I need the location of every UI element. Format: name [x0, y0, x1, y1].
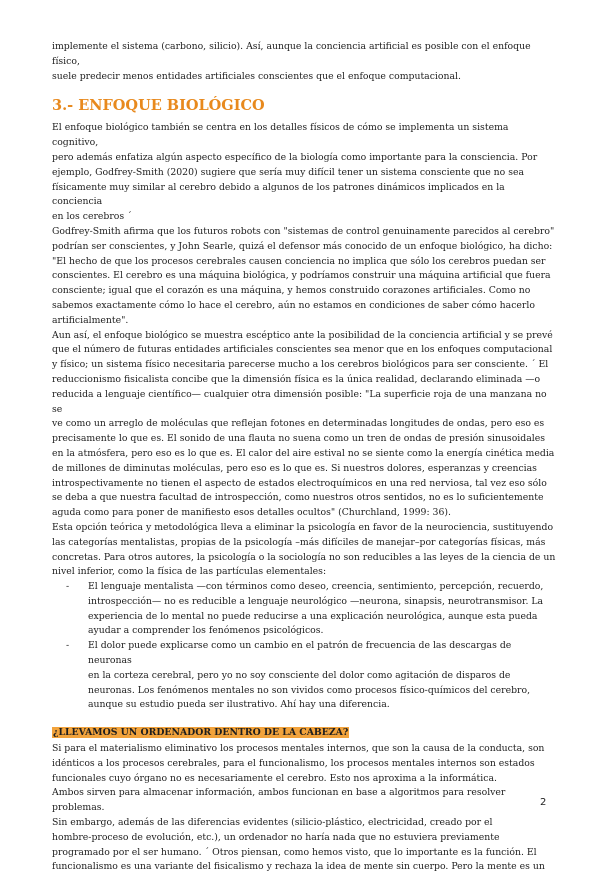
- subheading-highlight: ¿LLEVAMOS UN ORDENADOR DENTRO DE LA CABEZA?: [53, 727, 349, 739]
- text-line: en la atmósfera, pero eso es lo que es. El calor del aire estival no se siente como la energía cinética media: [52, 447, 555, 459]
- text-line: hombre-proceso de evolución, etc.), un ordenador no haría nada que no estuviera previamente: [52, 831, 500, 843]
- text-line: ayudar a comprender los fenómenos psicológicos.: [88, 625, 324, 637]
- text-line: funcionales cuyo órgano no es necesariamente el cerebro. Esto nos aproxima a la informática.: [52, 772, 497, 784]
- text-line: en los cerebros ´: [52, 211, 132, 223]
- text-line: que el número de futuras entidades artificiales conscientes sea menor que en los enfoques computacional: [52, 344, 553, 356]
- paragraph-4: [52, 521, 556, 580]
- bullet-marker: -: [66, 581, 70, 593]
- text-line: se deba a que nuestra facultad de introspección, como nuestros otros sentidos, no es lo suficientemente: [52, 492, 544, 504]
- text-line: reducida a lenguaje científico— cualquier otra dimensión posible: "La superficie roja de una manzana no se: [52, 388, 547, 415]
- text-line: neuronas. Los fenómenos mentales no son vividos como procesos físico-químicos del cerebro,: [88, 684, 531, 696]
- text-line: experiencia de lo mental no puede reducirse a una explicación neurológica, aunque esta pueda: [88, 610, 538, 622]
- text-line: de millones de diminutas moléculas, pero eso es lo que es. Si nuestros dolores, esperanzas y creencias: [52, 462, 537, 474]
- text-line: Si para el materialismo eliminativo los procesos mentales internos, que son la causa de la conducta, son: [52, 743, 545, 755]
- page-number: 2: [540, 797, 547, 808]
- list-item: [52, 639, 556, 713]
- paragraph-3: [52, 329, 556, 521]
- bullet-list: [52, 580, 556, 713]
- list-item: [52, 580, 556, 639]
- text-line: programado por el ser humano. ´ Otros piensan, como hemos visto, que lo importante es la función. El: [52, 846, 537, 858]
- text-line: pero además enfatiza algún aspecto específico de la biología como importante para la consciencia. Por: [52, 151, 538, 163]
- text-line: El lenguaje mentalista —con términos como deseo, creencia, sentimiento, percepción, recuerdo,: [88, 581, 544, 593]
- text-line: reduccionismo fisicalista concibe que la dimensión física es la única realidad, declarando eliminada —o: [52, 373, 541, 385]
- text-line: "El hecho de que los procesos cerebrales causen conciencia no implica que sólo los cerebros puedan ser: [52, 255, 546, 267]
- section-heading: 3.- ENFOQUE BIOLÓGICO: [52, 97, 265, 115]
- intro-paragraph: [52, 40, 556, 84]
- text-line: El enfoque biológico también se centra en los detalles físicos de cómo se implementa un sistema cognitivo,: [52, 122, 509, 149]
- text-line: ejemplo, Godfrey-Smith (2020) sugiere que sería muy difícil tener un sistema consciente que no sea: [52, 166, 525, 178]
- text-line: concretas. Para otros autores, la psicología o la sociología no son reducibles a las leyes de la ciencia de un: [52, 551, 556, 563]
- text-line: conscientes. El cerebro es una máquina biológica, y podríamos construir una máquina artificial que fuera: [52, 270, 551, 282]
- text-line: artificialmente".: [52, 314, 129, 326]
- text-line: Sin embargo, además de las diferencias evidentes (silicio-plástico, electricidad, creado por el: [52, 817, 493, 829]
- text-line: Aun así, el enfoque biológico se muestra escéptico ante la posibilidad de la conciencia artificial y se prevé: [52, 329, 553, 341]
- text-line: introspectivamente no tienen el aspecto de estados electroquímicos en una red nerviosa, tal vez eso sólo: [52, 477, 547, 489]
- text-line: Godfrey-Smith afirma que los futuros robots con "sistemas de control genuinamente parecidos al cerebro": [52, 225, 555, 237]
- text-line: idénticos a los procesos cerebrales, para el funcionalismo, los procesos mentales internos son estados: [52, 757, 535, 769]
- paragraph-2: [52, 225, 556, 329]
- subheading: [52, 726, 556, 741]
- text-line: podrían ser conscientes, y John Searle, quizá el defensor más conocido de un enfoque biológico, ha dicho:: [52, 240, 553, 252]
- text-line: sabemos exactamente cómo lo hace el cerebro, aún no estamos en condiciones de saber cómo hacerlo: [52, 299, 535, 311]
- paragraph-1: [52, 121, 556, 225]
- text-line: aunque su estudio pueda ser ilustrativo. Ahí hay una diferencia.: [88, 699, 390, 711]
- text-line: en la corteza cerebral, pero yo no soy consciente del dolor como agitación de disparos de: [88, 669, 511, 681]
- document-page: [52, 40, 556, 875]
- text-line: introspección— no es reducible a lenguaje neurológico —neurona, sinapsis, neurotransmisor. La: [88, 595, 544, 607]
- text-line: suele predecir menos entidades artificiales conscientes que el enfoque computacional.: [52, 70, 461, 82]
- text-line: Ambos sirven para almacenar información, ambos funcionan en base a algoritmos para resolver problemas.: [52, 787, 506, 814]
- text-line: Esta opción teórica y metodológica lleva a eliminar la psicología en favor de la neurociencia, sustituyendo: [52, 521, 554, 533]
- text-line: implemente el sistema (carbono, silicio). Así, aunque la conciencia artificial es posible con el enfoque físico,: [52, 41, 531, 67]
- text-line: nivel inferior, como la física de las partículas elementales:: [52, 566, 327, 578]
- text-line: aguda como para poner de manifiesto esos detalles ocultos" (Churchland, 1999: 36).: [52, 507, 451, 519]
- text-line: consciente; igual que el corazón es una máquina, y hemos construido corazones artificiales. Como no: [52, 285, 531, 297]
- paragraph-5: [52, 742, 556, 786]
- text-line: ve como un arreglo de moléculas que reflejan fotones en determinadas longitudes de ondas, pero eso es: [52, 418, 545, 430]
- paragraph-6: [52, 786, 556, 875]
- text-line: y físico; un sistema físico necesitaria parecerse mucho a los cerebros biológicos para ser consciente. ´ El: [52, 359, 549, 371]
- text-line: precisamente lo que es. El sonido de una flauta no suena como un tren de ondas de presión sinusoidales: [52, 433, 546, 445]
- text-line: físicamente muy similar al cerebro debido a algunos de los patrones dinámicos implicados en la conciencia: [52, 181, 505, 208]
- bullet-marker: -: [66, 640, 70, 652]
- text-line: las categorías mentalistas, propias de la psicología –más difíciles de manejar–por categorías físicas, más: [52, 536, 546, 548]
- text-line: funcionalismo es una variante del fisicalismo y rechaza la idea de mente sin cuerpo. Pero la mente es un: [52, 861, 545, 873]
- text-line: El dolor puede explicarse como un cambio en el patrón de frecuencia de las descargas de neuronas: [88, 640, 512, 667]
